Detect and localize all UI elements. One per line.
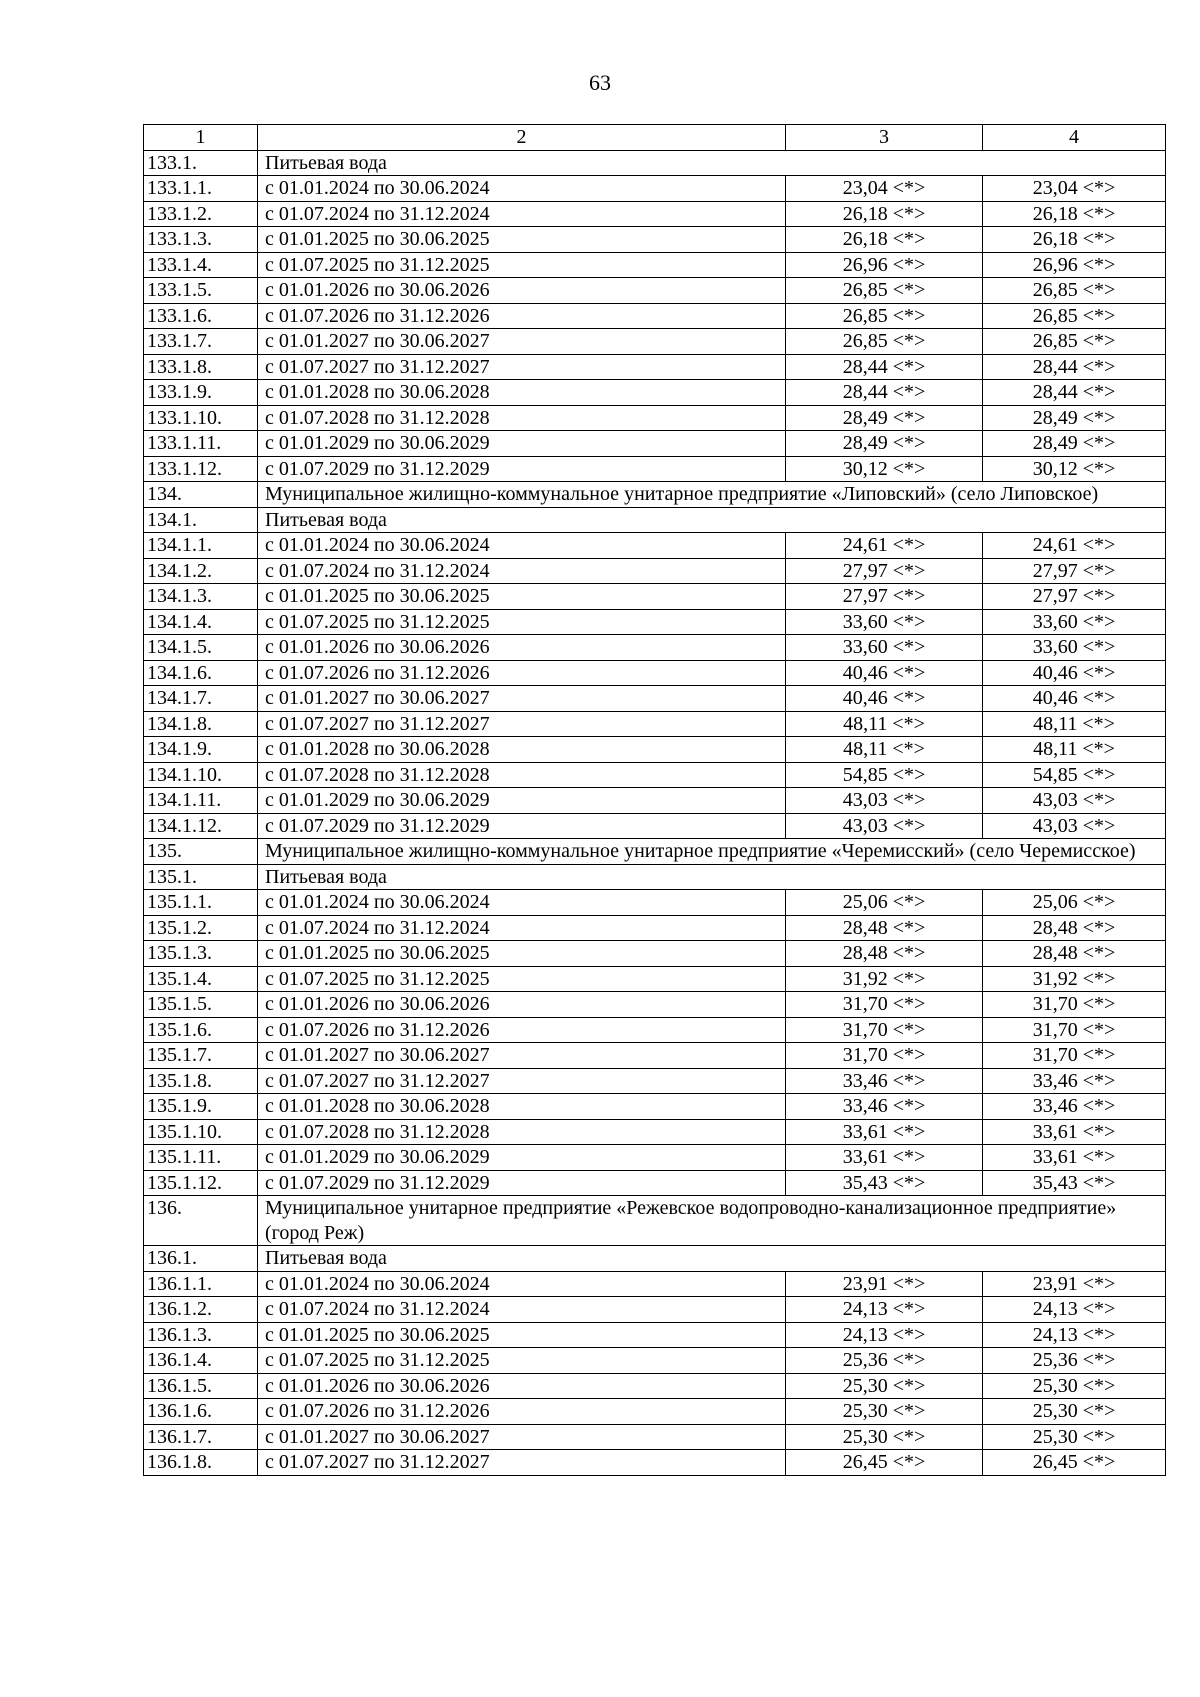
table-row <box>144 1119 1166 1145</box>
row-number: 135.1.2. <box>144 915 258 941</box>
table-row <box>144 1145 1166 1171</box>
period-cell: с 01.01.2025 по 30.06.2025 <box>258 584 786 610</box>
period-cell: с 01.01.2025 по 30.06.2025 <box>258 941 786 967</box>
table-row <box>144 1094 1166 1120</box>
value-col-4: 25,30 <*> <box>983 1399 1166 1425</box>
value-col-4: 27,97 <*> <box>983 558 1166 584</box>
row-number: 133.1.9. <box>144 380 258 406</box>
value-col-3: 26,85 <*> <box>786 278 983 304</box>
value-col-4: 33,60 <*> <box>983 609 1166 635</box>
value-col-4: 43,03 <*> <box>983 813 1166 839</box>
row-number: 135.1.3. <box>144 941 258 967</box>
value-col-3: 43,03 <*> <box>786 788 983 814</box>
table-row <box>144 1043 1166 1069</box>
value-col-4: 33,60 <*> <box>983 635 1166 661</box>
tariff-table <box>143 124 1166 1476</box>
value-col-3: 25,30 <*> <box>786 1424 983 1450</box>
value-col-4: 26,18 <*> <box>983 227 1166 253</box>
value-col-3: 25,30 <*> <box>786 1373 983 1399</box>
row-number: 134.1.2. <box>144 558 258 584</box>
header-col-1: 1 <box>144 125 258 151</box>
row-number: 134. <box>144 482 258 508</box>
table-row <box>144 941 1166 967</box>
value-col-3: 31,70 <*> <box>786 1017 983 1043</box>
value-col-4: 40,46 <*> <box>983 660 1166 686</box>
value-col-4: 33,61 <*> <box>983 1145 1166 1171</box>
period-cell: с 01.07.2027 по 31.12.2027 <box>258 711 786 737</box>
value-col-4: 28,48 <*> <box>983 915 1166 941</box>
table-row <box>144 329 1166 355</box>
table-row <box>144 660 1166 686</box>
row-number: 136.1.2. <box>144 1297 258 1323</box>
value-col-3: 40,46 <*> <box>786 686 983 712</box>
row-number: 133.1.11. <box>144 431 258 457</box>
row-number: 135.1.4. <box>144 966 258 992</box>
value-col-4: 26,85 <*> <box>983 303 1166 329</box>
value-col-4: 31,92 <*> <box>983 966 1166 992</box>
section-row <box>144 507 1166 533</box>
table-row <box>144 609 1166 635</box>
period-cell: с 01.01.2028 по 30.06.2028 <box>258 380 786 406</box>
row-number: 135.1.9. <box>144 1094 258 1120</box>
value-col-3: 26,45 <*> <box>786 1450 983 1476</box>
row-number: 133.1.1. <box>144 176 258 202</box>
table-row <box>144 201 1166 227</box>
value-col-4: 31,70 <*> <box>983 1043 1166 1069</box>
row-number: 136.1. <box>144 1246 258 1272</box>
period-cell: с 01.07.2026 по 31.12.2026 <box>258 303 786 329</box>
period-cell: с 01.01.2029 по 30.06.2029 <box>258 431 786 457</box>
period-cell: с 01.07.2024 по 31.12.2024 <box>258 201 786 227</box>
row-number: 135.1.8. <box>144 1068 258 1094</box>
value-col-4: 23,04 <*> <box>983 176 1166 202</box>
row-number: 136. <box>144 1196 258 1246</box>
period-cell: с 01.07.2028 по 31.12.2028 <box>258 1119 786 1145</box>
table-row <box>144 405 1166 431</box>
period-cell: с 01.07.2025 по 31.12.2025 <box>258 966 786 992</box>
value-col-3: 24,13 <*> <box>786 1322 983 1348</box>
row-number: 133.1.8. <box>144 354 258 380</box>
period-cell: с 01.07.2027 по 31.12.2027 <box>258 354 786 380</box>
page-number: 63 <box>589 70 611 95</box>
value-col-4: 48,11 <*> <box>983 711 1166 737</box>
value-col-3: 30,12 <*> <box>786 456 983 482</box>
value-col-4: 33,46 <*> <box>983 1068 1166 1094</box>
row-number: 133.1.12. <box>144 456 258 482</box>
section-title: Питьевая вода <box>258 150 1166 176</box>
period-cell: с 01.07.2025 по 31.12.2025 <box>258 1348 786 1374</box>
row-number: 136.1.7. <box>144 1424 258 1450</box>
organization-name: Муниципальное жилищно-коммунальное унитарное предприятие «Липовский» (село Липовское) <box>258 482 1166 508</box>
row-number: 135.1.12. <box>144 1170 258 1196</box>
value-col-3: 24,13 <*> <box>786 1297 983 1323</box>
period-cell: с 01.01.2029 по 30.06.2029 <box>258 788 786 814</box>
period-cell: с 01.07.2028 по 31.12.2028 <box>258 405 786 431</box>
value-col-4: 33,61 <*> <box>983 1119 1166 1145</box>
value-col-3: 26,96 <*> <box>786 252 983 278</box>
row-number: 135.1.5. <box>144 992 258 1018</box>
section-row <box>144 864 1166 890</box>
row-number: 135.1.6. <box>144 1017 258 1043</box>
value-col-4: 25,30 <*> <box>983 1424 1166 1450</box>
table-row <box>144 890 1166 916</box>
period-cell: с 01.01.2024 по 30.06.2024 <box>258 533 786 559</box>
table-row <box>144 915 1166 941</box>
row-number: 134.1. <box>144 507 258 533</box>
value-col-4: 26,18 <*> <box>983 201 1166 227</box>
period-cell: с 01.01.2026 по 30.06.2026 <box>258 635 786 661</box>
value-col-4: 25,36 <*> <box>983 1348 1166 1374</box>
organization-row <box>144 1196 1166 1246</box>
value-col-4: 26,96 <*> <box>983 252 1166 278</box>
period-cell: с 01.07.2026 по 31.12.2026 <box>258 1017 786 1043</box>
period-cell: с 01.01.2024 по 30.06.2024 <box>258 1271 786 1297</box>
table-row <box>144 1297 1166 1323</box>
header-col-4: 4 <box>983 125 1166 151</box>
section-title: Питьевая вода <box>258 507 1166 533</box>
row-number: 133.1.10. <box>144 405 258 431</box>
table-row <box>144 176 1166 202</box>
period-cell: с 01.01.2025 по 30.06.2025 <box>258 1322 786 1348</box>
value-col-3: 40,46 <*> <box>786 660 983 686</box>
table-row <box>144 431 1166 457</box>
table-row <box>144 788 1166 814</box>
value-col-3: 33,60 <*> <box>786 635 983 661</box>
row-number: 134.1.4. <box>144 609 258 635</box>
value-col-3: 27,97 <*> <box>786 558 983 584</box>
row-number: 133.1.5. <box>144 278 258 304</box>
table-row <box>144 252 1166 278</box>
organization-row <box>144 482 1166 508</box>
section-row <box>144 150 1166 176</box>
table-row <box>144 533 1166 559</box>
table-row <box>144 1348 1166 1374</box>
value-col-4: 30,12 <*> <box>983 456 1166 482</box>
row-number: 133.1.3. <box>144 227 258 253</box>
row-number: 134.1.10. <box>144 762 258 788</box>
value-col-3: 48,11 <*> <box>786 711 983 737</box>
period-cell: с 01.07.2026 по 31.12.2026 <box>258 1399 786 1425</box>
value-col-3: 33,46 <*> <box>786 1068 983 1094</box>
row-number: 134.1.6. <box>144 660 258 686</box>
value-col-3: 28,44 <*> <box>786 380 983 406</box>
period-cell: с 01.07.2025 по 31.12.2025 <box>258 609 786 635</box>
value-col-3: 23,04 <*> <box>786 176 983 202</box>
table-row <box>144 711 1166 737</box>
value-col-3: 31,70 <*> <box>786 1043 983 1069</box>
value-col-3: 31,92 <*> <box>786 966 983 992</box>
value-col-4: 54,85 <*> <box>983 762 1166 788</box>
section-title: Питьевая вода <box>258 864 1166 890</box>
value-col-4: 28,49 <*> <box>983 431 1166 457</box>
row-number: 134.1.7. <box>144 686 258 712</box>
row-number: 136.1.6. <box>144 1399 258 1425</box>
organization-name: Муниципальное унитарное предприятие «Режевское водопроводно-канализационное предприятие» (город Реж) <box>258 1196 1166 1246</box>
period-cell: с 01.07.2024 по 31.12.2024 <box>258 915 786 941</box>
value-col-4: 24,13 <*> <box>983 1297 1166 1323</box>
period-cell: с 01.07.2027 по 31.12.2027 <box>258 1450 786 1476</box>
table-row <box>144 1450 1166 1476</box>
table-row <box>144 227 1166 253</box>
table-row <box>144 1017 1166 1043</box>
period-cell: с 01.07.2029 по 31.12.2029 <box>258 1170 786 1196</box>
row-number: 134.1.3. <box>144 584 258 610</box>
value-col-4: 28,44 <*> <box>983 354 1166 380</box>
table-row <box>144 635 1166 661</box>
value-col-4: 33,46 <*> <box>983 1094 1166 1120</box>
row-number: 134.1.9. <box>144 737 258 763</box>
period-cell: с 01.01.2027 по 30.06.2027 <box>258 686 786 712</box>
row-number: 134.1.11. <box>144 788 258 814</box>
organization-row <box>144 839 1166 865</box>
value-col-3: 33,61 <*> <box>786 1145 983 1171</box>
table-row <box>144 354 1166 380</box>
value-col-4: 25,06 <*> <box>983 890 1166 916</box>
value-col-4: 25,30 <*> <box>983 1373 1166 1399</box>
value-col-3: 24,61 <*> <box>786 533 983 559</box>
table-row <box>144 1399 1166 1425</box>
value-col-4: 31,70 <*> <box>983 992 1166 1018</box>
row-number: 135.1.11. <box>144 1145 258 1171</box>
value-col-4: 23,91 <*> <box>983 1271 1166 1297</box>
row-number: 136.1.8. <box>144 1450 258 1476</box>
table-row <box>144 456 1166 482</box>
value-col-3: 28,48 <*> <box>786 915 983 941</box>
section-row <box>144 1246 1166 1272</box>
value-col-4: 28,44 <*> <box>983 380 1166 406</box>
value-col-3: 25,36 <*> <box>786 1348 983 1374</box>
row-number: 133.1.4. <box>144 252 258 278</box>
value-col-3: 54,85 <*> <box>786 762 983 788</box>
table-row <box>144 303 1166 329</box>
value-col-4: 26,85 <*> <box>983 278 1166 304</box>
row-number: 136.1.3. <box>144 1322 258 1348</box>
value-col-3: 26,18 <*> <box>786 201 983 227</box>
section-title: Питьевая вода <box>258 1246 1166 1272</box>
value-col-3: 31,70 <*> <box>786 992 983 1018</box>
row-number: 136.1.4. <box>144 1348 258 1374</box>
row-number: 135.1. <box>144 864 258 890</box>
period-cell: с 01.01.2026 по 30.06.2026 <box>258 992 786 1018</box>
value-col-3: 28,48 <*> <box>786 941 983 967</box>
table-row <box>144 737 1166 763</box>
value-col-3: 25,30 <*> <box>786 1399 983 1425</box>
row-number: 135.1.10. <box>144 1119 258 1145</box>
value-col-3: 33,46 <*> <box>786 1094 983 1120</box>
value-col-4: 31,70 <*> <box>983 1017 1166 1043</box>
period-cell: с 01.07.2027 по 31.12.2027 <box>258 1068 786 1094</box>
row-number: 133.1. <box>144 150 258 176</box>
value-col-3: 28,49 <*> <box>786 431 983 457</box>
value-col-4: 27,97 <*> <box>983 584 1166 610</box>
value-col-3: 27,97 <*> <box>786 584 983 610</box>
table-row <box>144 380 1166 406</box>
row-number: 134.1.12. <box>144 813 258 839</box>
row-number: 134.1.1. <box>144 533 258 559</box>
table-row <box>144 1373 1166 1399</box>
value-col-4: 43,03 <*> <box>983 788 1166 814</box>
row-number: 133.1.7. <box>144 329 258 355</box>
table-row <box>144 584 1166 610</box>
period-cell: с 01.01.2025 по 30.06.2025 <box>258 227 786 253</box>
row-number: 133.1.6. <box>144 303 258 329</box>
value-col-4: 24,61 <*> <box>983 533 1166 559</box>
value-col-4: 28,49 <*> <box>983 405 1166 431</box>
table-row <box>144 992 1166 1018</box>
value-col-4: 26,85 <*> <box>983 329 1166 355</box>
value-col-3: 26,85 <*> <box>786 303 983 329</box>
row-number: 134.1.8. <box>144 711 258 737</box>
table-row <box>144 558 1166 584</box>
period-cell: с 01.01.2024 по 30.06.2024 <box>258 176 786 202</box>
period-cell: с 01.01.2028 по 30.06.2028 <box>258 737 786 763</box>
table-row <box>144 762 1166 788</box>
table-row <box>144 1322 1166 1348</box>
value-col-3: 25,06 <*> <box>786 890 983 916</box>
value-col-3: 26,18 <*> <box>786 227 983 253</box>
table-row <box>144 278 1166 304</box>
table-row <box>144 813 1166 839</box>
period-cell: с 01.01.2026 по 30.06.2026 <box>258 278 786 304</box>
table-row <box>144 1271 1166 1297</box>
value-col-3: 33,60 <*> <box>786 609 983 635</box>
period-cell: с 01.01.2027 по 30.06.2027 <box>258 1424 786 1450</box>
period-cell: с 01.07.2024 по 31.12.2024 <box>258 558 786 584</box>
value-col-3: 26,85 <*> <box>786 329 983 355</box>
period-cell: с 01.07.2029 по 31.12.2029 <box>258 456 786 482</box>
table-row <box>144 1068 1166 1094</box>
period-cell: с 01.01.2028 по 30.06.2028 <box>258 1094 786 1120</box>
table-row <box>144 966 1166 992</box>
period-cell: с 01.01.2026 по 30.06.2026 <box>258 1373 786 1399</box>
period-cell: с 01.07.2026 по 31.12.2026 <box>258 660 786 686</box>
period-cell: с 01.01.2024 по 30.06.2024 <box>258 890 786 916</box>
period-cell: с 01.01.2029 по 30.06.2029 <box>258 1145 786 1171</box>
row-number: 134.1.5. <box>144 635 258 661</box>
row-number: 135. <box>144 839 258 865</box>
value-col-3: 48,11 <*> <box>786 737 983 763</box>
period-cell: с 01.01.2027 по 30.06.2027 <box>258 1043 786 1069</box>
value-col-3: 43,03 <*> <box>786 813 983 839</box>
value-col-3: 28,44 <*> <box>786 354 983 380</box>
value-col-4: 26,45 <*> <box>983 1450 1166 1476</box>
organization-name: Муниципальное жилищно-коммунальное унитарное предприятие «Черемисский» (село Черемисское) <box>258 839 1166 865</box>
row-number: 136.1.1. <box>144 1271 258 1297</box>
row-number: 136.1.5. <box>144 1373 258 1399</box>
table-header-row <box>144 125 1166 151</box>
table-row <box>144 686 1166 712</box>
value-col-4: 40,46 <*> <box>983 686 1166 712</box>
period-cell: с 01.01.2027 по 30.06.2027 <box>258 329 786 355</box>
value-col-4: 35,43 <*> <box>983 1170 1166 1196</box>
table-row <box>144 1170 1166 1196</box>
period-cell: с 01.07.2029 по 31.12.2029 <box>258 813 786 839</box>
value-col-3: 35,43 <*> <box>786 1170 983 1196</box>
value-col-3: 33,61 <*> <box>786 1119 983 1145</box>
table-row <box>144 1424 1166 1450</box>
value-col-3: 28,49 <*> <box>786 405 983 431</box>
header-col-3: 3 <box>786 125 983 151</box>
period-cell: с 01.07.2028 по 31.12.2028 <box>258 762 786 788</box>
value-col-3: 23,91 <*> <box>786 1271 983 1297</box>
row-number: 135.1.1. <box>144 890 258 916</box>
row-number: 133.1.2. <box>144 201 258 227</box>
value-col-4: 48,11 <*> <box>983 737 1166 763</box>
period-cell: с 01.07.2024 по 31.12.2024 <box>258 1297 786 1323</box>
value-col-4: 24,13 <*> <box>983 1322 1166 1348</box>
value-col-4: 28,48 <*> <box>983 941 1166 967</box>
period-cell: с 01.07.2025 по 31.12.2025 <box>258 252 786 278</box>
header-col-2: 2 <box>258 125 786 151</box>
row-number: 135.1.7. <box>144 1043 258 1069</box>
